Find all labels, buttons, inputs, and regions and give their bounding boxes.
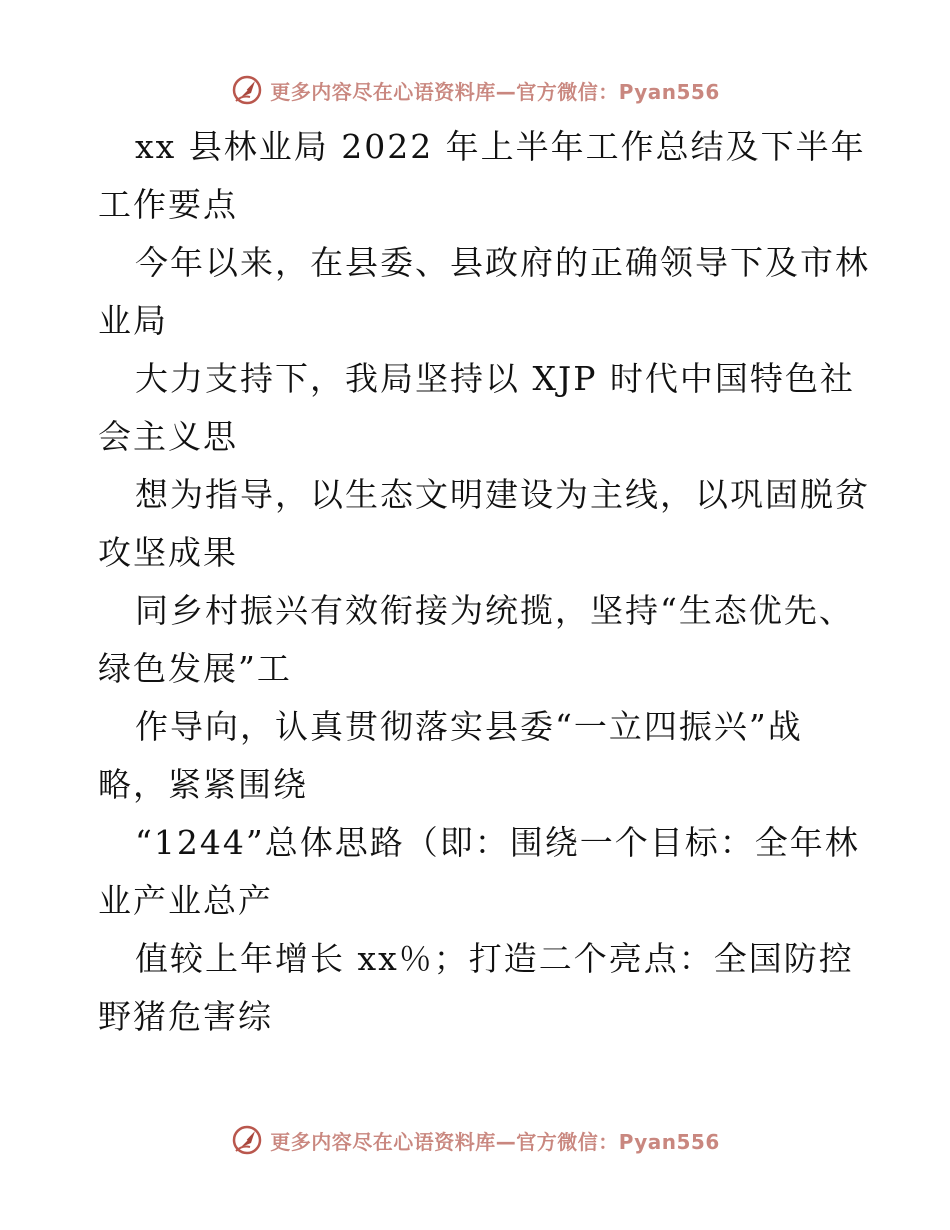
paragraph-line: 今年以来，在县委、县政府的正确领导下及市林 — [135, 243, 870, 282]
paragraph-line: 会主义思 — [98, 417, 238, 456]
paragraph-line: 业局 — [98, 301, 168, 340]
paragraph-line: 略，紧紧围绕 — [98, 765, 308, 804]
document-body — [98, 118, 870, 1046]
paragraph-line: 攻坚成果 — [98, 533, 238, 572]
watermark-text: 更多内容尽在心语资料库—官方微信：Pyan556 — [270, 1129, 720, 1154]
header-watermark — [0, 70, 950, 110]
paragraph-line: 作导向，认真贯彻落实县委“一立四振兴”战 — [135, 707, 803, 746]
paragraph-line: 绿色发展”工 — [98, 649, 292, 688]
paragraph-line: 同乡村振兴有效衔接为统揽，坚持“生态优先、 — [135, 591, 854, 630]
paragraph-line: 业产业总产 — [98, 881, 273, 920]
quill-logo-icon — [230, 73, 264, 107]
paragraph-line: 想为指导，以生态文明建设为主线，以巩固脱贫 — [135, 475, 870, 514]
paragraph-line: 野猪危害综 — [98, 997, 273, 1036]
paragraph-line: “1244”总体思路（即：围绕一个目标：全年林 — [135, 823, 860, 862]
paragraph-line: 值较上年增长 xx％；打造二个亮点：全国防控 — [135, 939, 854, 978]
watermark-text: 更多内容尽在心语资料库—官方微信：Pyan556 — [270, 79, 720, 104]
quill-logo-icon — [230, 1123, 264, 1157]
title-line-2: 工作要点 — [98, 185, 238, 224]
title-line-1: xx 县林业局 2022 年上半年工作总结及下半年 — [135, 127, 866, 166]
paragraph-line: 大力支持下，我局坚持以 XJP 时代中国特色社 — [135, 359, 855, 398]
footer-watermark — [0, 1120, 950, 1160]
